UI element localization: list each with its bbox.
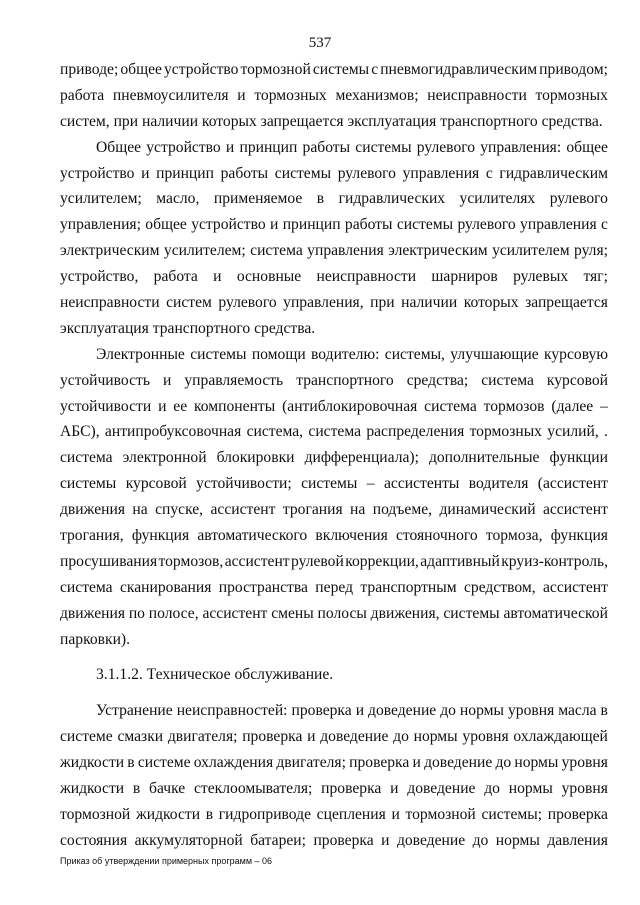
word: движения — [60, 501, 125, 519]
paragraph-gap — [60, 688, 608, 698]
word: усилий, — [547, 423, 599, 441]
word: рулевого — [416, 138, 476, 156]
word: тормозных — [469, 423, 542, 441]
text-line — [60, 57, 608, 83]
word: и — [412, 754, 421, 772]
text-line — [60, 161, 608, 187]
word: устройство, — [60, 268, 139, 286]
word: курсовой — [125, 475, 187, 493]
word: ассистент — [224, 552, 290, 570]
word: (антиблокировочная — [282, 397, 418, 415]
word: систем, при наличии которых запрещается эксплуатация транспортного средства. — [60, 112, 603, 130]
word: усилителем — [492, 242, 570, 260]
word: автоматического — [197, 527, 308, 545]
word: системы — [301, 475, 358, 493]
word: 3.1.1.2. Техническое обслуживание. — [96, 666, 334, 684]
word: рулевого — [218, 294, 277, 312]
word: системе — [60, 728, 113, 746]
word: управления: — [480, 138, 562, 156]
word: стеклоомывателя; — [194, 780, 313, 798]
word: на — [350, 501, 366, 519]
word: уровня — [507, 702, 555, 720]
word: и — [355, 702, 365, 720]
word: улучшающие — [450, 345, 539, 363]
word: система — [60, 578, 113, 596]
word: пневмогидравлическим — [380, 61, 538, 78]
word: рулевого — [549, 190, 608, 208]
text-line — [60, 135, 608, 161]
word: системы — [355, 138, 412, 156]
word: на — [132, 501, 148, 519]
word: проверка — [349, 754, 410, 772]
word: парковки). — [60, 630, 131, 648]
word: тормозной — [405, 805, 476, 823]
text-line — [60, 497, 608, 523]
word: ассистент — [202, 604, 268, 622]
word: гидроприводе — [218, 805, 311, 823]
text-line — [60, 83, 608, 109]
word: шарниров — [431, 268, 498, 286]
word: охлаждающей — [513, 728, 608, 746]
word: движения — [60, 604, 125, 622]
word: и — [270, 216, 279, 234]
word: при — [370, 294, 395, 312]
word: по — [128, 604, 145, 622]
word: курсовую — [544, 345, 608, 363]
word: усилителем; — [60, 190, 142, 208]
word: гидравлических — [338, 190, 446, 208]
word: рулевых — [513, 268, 569, 286]
word: тормозных — [535, 86, 608, 104]
word: и — [237, 86, 246, 104]
word: уровня — [561, 754, 608, 772]
word: усилителем; — [163, 242, 246, 260]
word: аккумуляторной — [134, 831, 243, 849]
text-line — [60, 724, 608, 750]
word: системы — [312, 61, 370, 78]
text-line — [60, 828, 608, 854]
word: – — [366, 475, 375, 493]
word: проверка — [291, 702, 352, 720]
text-line — [60, 698, 608, 724]
word: усилителях — [459, 190, 536, 208]
word: (далее — [551, 397, 594, 415]
word: пневмоусилителя — [112, 86, 229, 104]
word: система — [424, 397, 477, 415]
word: в — [316, 190, 325, 208]
word: до — [440, 702, 456, 720]
word: динамический — [439, 501, 536, 519]
word: системы — [396, 216, 454, 234]
word: смазки — [117, 728, 164, 746]
word: приводом; — [539, 61, 608, 78]
word: охлаждения — [193, 754, 274, 772]
word: и — [162, 371, 172, 389]
word: устойчивости — [60, 397, 152, 415]
word: работы — [302, 138, 351, 156]
word: тяг; — [583, 268, 608, 286]
word: устойчивость — [60, 371, 150, 389]
text-line — [60, 394, 608, 420]
word: (ассистент — [537, 475, 608, 493]
word: транспортного — [296, 371, 394, 389]
text-line — [60, 802, 608, 828]
word: общее — [120, 61, 162, 78]
word: общее — [566, 138, 608, 156]
word: система, — [246, 423, 304, 441]
word: тормозной — [240, 61, 311, 78]
word: наличии — [401, 294, 458, 312]
word: электронной — [122, 449, 207, 467]
word: управления — [307, 242, 384, 260]
word: тормоза, — [485, 527, 543, 545]
word: нормы — [459, 702, 504, 720]
word: транспортным — [360, 578, 457, 596]
word: до — [393, 728, 409, 746]
word: ассистент — [543, 578, 608, 596]
word: которых — [463, 294, 519, 312]
word: состояния — [60, 831, 128, 849]
word: жидкости — [135, 805, 201, 823]
word: уровня — [561, 780, 608, 798]
word: ассистент — [210, 501, 276, 519]
word: функция — [550, 527, 608, 545]
word: доведение — [407, 780, 476, 798]
word: проверка — [321, 780, 382, 798]
word: рулевого — [457, 216, 516, 234]
paragraph — [60, 342, 608, 653]
word: запрещается — [525, 294, 608, 312]
paragraph-gap — [60, 652, 608, 662]
word: принцип — [156, 164, 214, 182]
word: блокировки — [216, 449, 295, 467]
text-line — [60, 212, 608, 238]
text-line — [60, 109, 608, 135]
word: системы; — [481, 805, 543, 823]
word: антипробуксовочная — [104, 423, 242, 441]
word: систем — [166, 294, 212, 312]
word: Электронные — [96, 345, 185, 363]
word: рулевой — [291, 552, 344, 570]
word: до — [472, 831, 489, 849]
word: система — [250, 242, 303, 260]
word: масло, — [156, 190, 200, 208]
word: бачке — [149, 780, 186, 798]
word: общее — [145, 216, 187, 234]
text-line — [60, 186, 608, 212]
word: системы — [60, 475, 117, 493]
word: трогания — [282, 501, 343, 519]
word: руля; — [573, 242, 608, 260]
word: тормозов, — [158, 552, 224, 570]
word: полосе, — [148, 604, 199, 622]
word: с — [485, 164, 493, 182]
word: движения, — [370, 604, 440, 622]
word: полосы — [317, 604, 367, 622]
word: ее — [173, 397, 188, 415]
word: неисправностей: — [176, 702, 288, 720]
paragraph — [60, 662, 608, 688]
paragraph — [60, 57, 608, 135]
page-number: 537 — [308, 35, 332, 51]
word: принцип — [239, 138, 298, 156]
word: принцип — [282, 216, 341, 234]
word: основные — [236, 268, 302, 286]
word: управления — [520, 216, 597, 234]
word: дифференциала); — [304, 449, 419, 467]
word: и — [141, 164, 150, 182]
word: . — [604, 423, 608, 441]
word: нормы — [508, 780, 553, 798]
text-line — [60, 445, 608, 471]
word: доведение — [424, 754, 493, 772]
word: функции — [549, 449, 608, 467]
word: в — [205, 805, 214, 823]
word: пространства — [218, 578, 308, 596]
text-line — [60, 238, 608, 264]
word: работа — [60, 86, 105, 104]
word: системы, — [384, 345, 445, 363]
word: управляемость — [184, 371, 284, 389]
word: жидкости — [60, 780, 125, 798]
word: применяемое — [213, 190, 303, 208]
word: распределения — [366, 423, 465, 441]
word: батареи; — [250, 831, 306, 849]
word: водителю: — [311, 345, 380, 363]
word: с — [371, 61, 379, 78]
word: средством, — [464, 578, 536, 596]
word: рулевого — [337, 164, 396, 182]
word: система — [481, 371, 534, 389]
word: трогания, — [60, 527, 124, 545]
word: управления — [402, 164, 480, 182]
word: неисправности — [316, 268, 417, 286]
text-line — [60, 523, 608, 549]
word: тормозной — [60, 805, 131, 823]
word: компоненты — [194, 397, 276, 415]
word: устройство — [146, 138, 221, 156]
word: управления, — [283, 294, 364, 312]
word: доведение — [368, 702, 437, 720]
word: система — [308, 423, 362, 441]
word: неисправности — [60, 294, 160, 312]
word: просушивания — [60, 552, 158, 570]
word: масла — [558, 702, 597, 720]
text-line — [60, 471, 608, 497]
word: нормы — [495, 831, 540, 849]
text-line — [60, 342, 608, 368]
word: устойчивости; — [196, 475, 292, 493]
text-line — [60, 316, 608, 342]
word: функция — [131, 527, 190, 545]
word: и — [390, 780, 399, 798]
word: проверка — [242, 728, 303, 746]
word: неисправности — [427, 86, 527, 104]
word: двигателя; — [276, 754, 346, 772]
word: водителя — [468, 475, 529, 493]
word: дополнительные — [428, 449, 540, 467]
word: доведение — [320, 728, 389, 746]
word: эксплуатация транспортного средства. — [60, 319, 316, 337]
word: тормозных — [254, 86, 327, 104]
body-text — [60, 57, 608, 854]
text-line — [60, 264, 608, 290]
word: нормы — [413, 728, 458, 746]
word: гидравлическим — [499, 164, 608, 182]
word: и — [391, 805, 400, 823]
text-line — [60, 750, 608, 776]
word: курсовой — [546, 371, 608, 389]
text-line — [60, 627, 608, 653]
text-line — [60, 601, 608, 627]
word: и — [381, 831, 390, 849]
word: устройство — [164, 61, 239, 78]
word: стояночного — [395, 527, 478, 545]
word: и — [213, 268, 222, 286]
text-line — [60, 368, 608, 394]
word: электрическим — [60, 242, 160, 260]
text-line — [60, 776, 608, 802]
word: с — [600, 216, 608, 234]
word: подъеме, — [372, 501, 433, 519]
word: система — [60, 449, 113, 467]
text-line — [60, 290, 608, 316]
word: системы — [443, 604, 500, 622]
word: устройство — [191, 216, 266, 234]
paragraph — [60, 698, 608, 853]
word: в — [127, 754, 135, 772]
word: доведение — [396, 831, 466, 849]
word: нормы — [514, 754, 559, 772]
word: тормозов — [483, 397, 545, 415]
text-line — [60, 549, 608, 575]
word: электрическим — [388, 242, 488, 260]
word: управления; — [60, 216, 141, 234]
word: давления — [547, 831, 608, 849]
word: спуске, — [155, 501, 204, 519]
word: Устранение — [96, 702, 173, 720]
word: уровня — [462, 728, 509, 746]
word: системе — [137, 754, 191, 772]
word: проверка — [313, 831, 374, 849]
word: средства; — [406, 371, 469, 389]
word: в — [132, 780, 141, 798]
word: устройство — [60, 164, 135, 182]
text-line — [60, 575, 608, 601]
word: смены — [271, 604, 314, 622]
word: – — [600, 397, 608, 415]
word: АБС), — [60, 423, 100, 441]
word: сцепления — [316, 805, 386, 823]
word: и — [307, 728, 316, 746]
word: помощи — [251, 345, 306, 363]
word: ассистенты — [383, 475, 460, 493]
word: и — [225, 138, 235, 156]
word: ассистент — [542, 501, 608, 519]
text-line — [60, 662, 608, 688]
word: системы — [274, 164, 332, 182]
word: до — [484, 780, 500, 798]
word: в — [600, 702, 608, 720]
word: включения — [315, 527, 388, 545]
word: работы — [220, 164, 269, 182]
word: работа — [153, 268, 198, 286]
word: приводе; — [60, 61, 119, 78]
word: проверка — [547, 805, 608, 823]
word: автоматической — [503, 604, 608, 622]
word: перед — [315, 578, 354, 596]
word: до — [495, 754, 512, 772]
word: адаптивный — [420, 552, 500, 570]
footer-note: Приказ об утверждении примерных программ – 06 — [60, 856, 273, 866]
word: и — [158, 397, 167, 415]
word: коррекции, — [345, 552, 419, 570]
word: двигателя; — [167, 728, 238, 746]
word: работы — [344, 216, 393, 234]
text-line — [60, 419, 608, 445]
word: круиз-контроль, — [501, 552, 608, 570]
word: жидкости — [60, 754, 125, 772]
paragraph — [60, 135, 608, 342]
word: сканирования — [119, 578, 212, 596]
word: Общее — [96, 138, 142, 156]
word: механизмов; — [335, 86, 419, 104]
word: системы — [190, 345, 247, 363]
